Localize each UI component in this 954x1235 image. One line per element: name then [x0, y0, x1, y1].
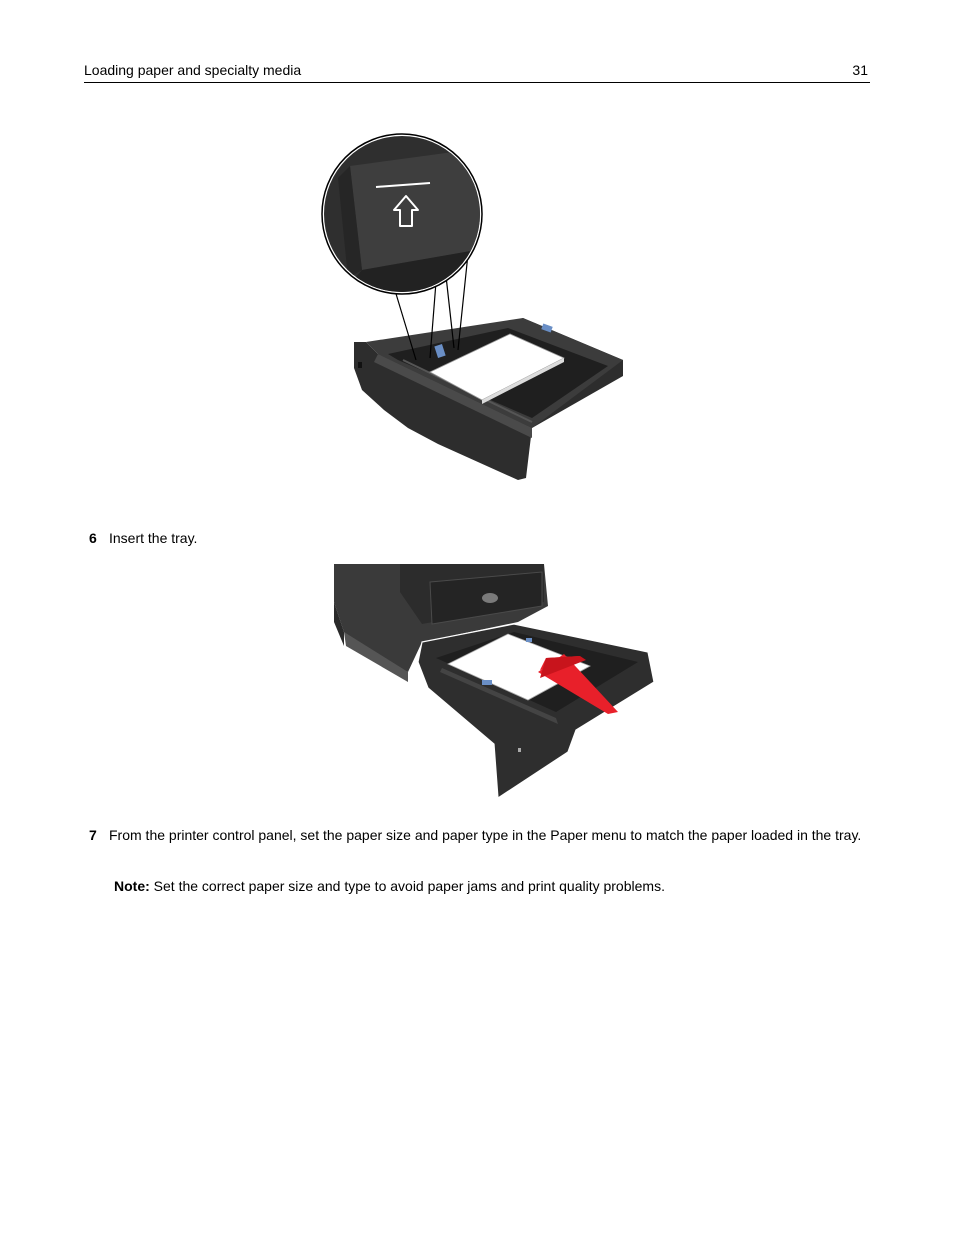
section-title: Loading paper and specialty media	[84, 62, 302, 78]
page-header	[84, 60, 870, 83]
insert-tray-illustration	[318, 562, 660, 812]
step-number: 7	[89, 827, 97, 843]
paper-tray	[354, 318, 623, 480]
note-label: Note:	[114, 878, 150, 894]
logo-badge	[482, 593, 498, 603]
note	[114, 876, 665, 896]
paper-tray-load-line-illustration	[318, 128, 636, 482]
note-text: Set the correct paper size and type to avoid paper jams and print quality problems.	[153, 878, 665, 894]
magnified-detail-circle	[318, 128, 488, 298]
page-number: 31	[852, 62, 868, 78]
step-number: 6	[89, 530, 97, 546]
step-text: Insert the tray.	[109, 530, 198, 546]
step-text: From the printer control panel, set the paper size and paper type in the Paper menu to match the paper loaded in the tray.	[109, 827, 862, 843]
